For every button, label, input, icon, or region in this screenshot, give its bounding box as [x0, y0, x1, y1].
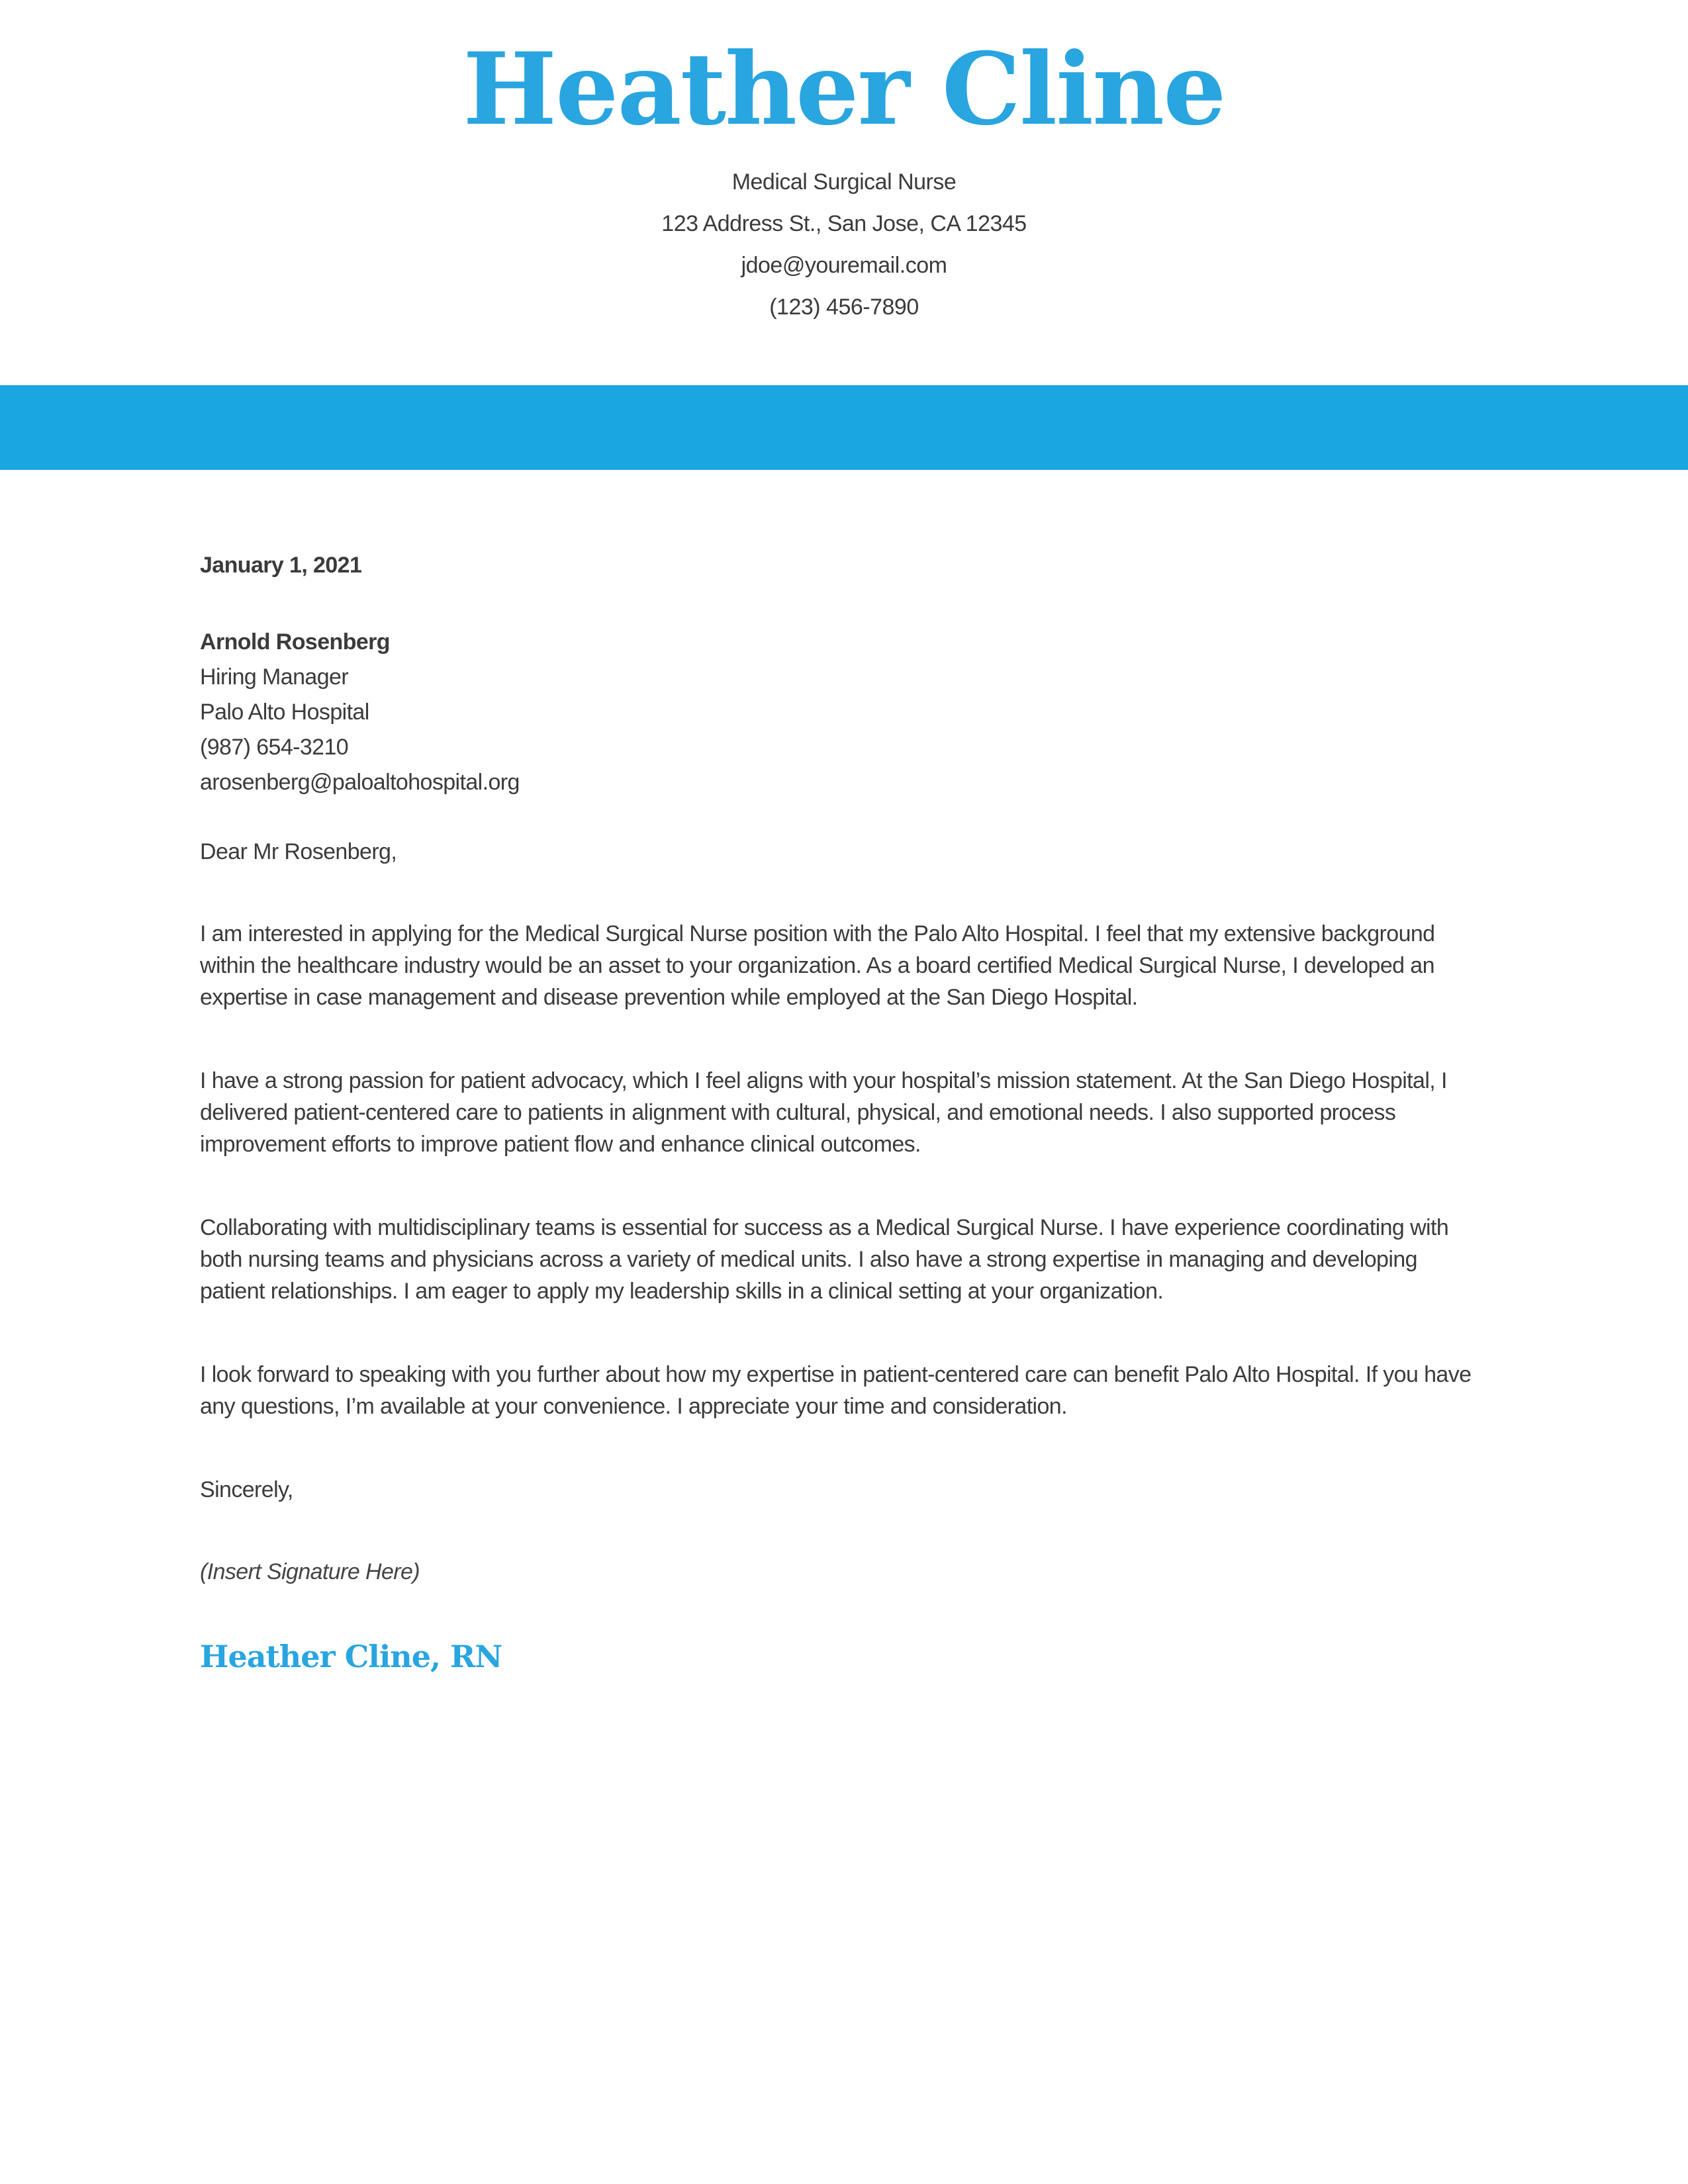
body-paragraph-3: Collaborating with multidisciplinary teams is essential for success as a Medical Surgical Nurse. I have experience coordinating with both nursing teams and physicians across a variety of medical units. I also have a strong expertise in managing and developing patient relationships. I am eager to apply my leadership skills in a clinical setting at your organization. [200, 1215, 1449, 1304]
recipient-block [200, 625, 1476, 800]
closing: Sincerely, [200, 1477, 293, 1502]
contact-block [0, 161, 1688, 328]
body-paragraph-4: I look forward to speaking with you further about how my expertise in patient-centered care can benefit Palo Alto Hospital. If you have any questions, I’m available at your convenience. I appreciate your time and consideration. [200, 1362, 1472, 1419]
signature-name: Heather Cline, RN [200, 1639, 502, 1674]
body-paragraph-1: I am interested in applying for the Medical Surgical Nurse position with the Palo Alto Hospital. I feel that my extensive background within the healthcare industry would be an asset to your organization. As a board certified Medical Surgical Nurse, I developed an expertise in case management and disease prevention while employed at the San Diego Hospital. [200, 921, 1435, 1010]
letterhead [0, 0, 1688, 328]
candidate-name: Heather Cline [463, 31, 1225, 148]
body-paragraph-2: I have a strong passion for patient advocacy, which I feel aligns with your hospital’s mission statement. At the San Diego Hospital, I delivered patient-centered care to patients in alignment with cultural, physical, and emotional needs. I also supported process improvement efforts to improve patient flow and enhance clinical outcomes. [200, 1068, 1447, 1157]
recipient-email: arosenberg@paloaltohospital.org [200, 770, 520, 795]
letter-date: January 1, 2021 [200, 553, 362, 578]
accent-divider-bar [0, 385, 1688, 470]
signature-placeholder: (Insert Signature Here) [200, 1559, 420, 1584]
salutation: Dear Mr Rosenberg, [200, 839, 397, 864]
candidate-job-title: Medical Surgical Nurse [731, 169, 957, 195]
candidate-email: jdoe@youremail.com [741, 253, 947, 278]
recipient-role: Hiring Manager [200, 664, 349, 690]
recipient-phone: (987) 654-3210 [200, 735, 349, 760]
recipient-organization: Palo Alto Hospital [200, 700, 369, 725]
candidate-address: 123 Address St., San Jose, CA 12345 [661, 211, 1027, 236]
candidate-phone: (123) 456-7890 [769, 295, 919, 320]
recipient-name: Arnold Rosenberg [200, 629, 390, 655]
letter-body [0, 470, 1688, 1672]
